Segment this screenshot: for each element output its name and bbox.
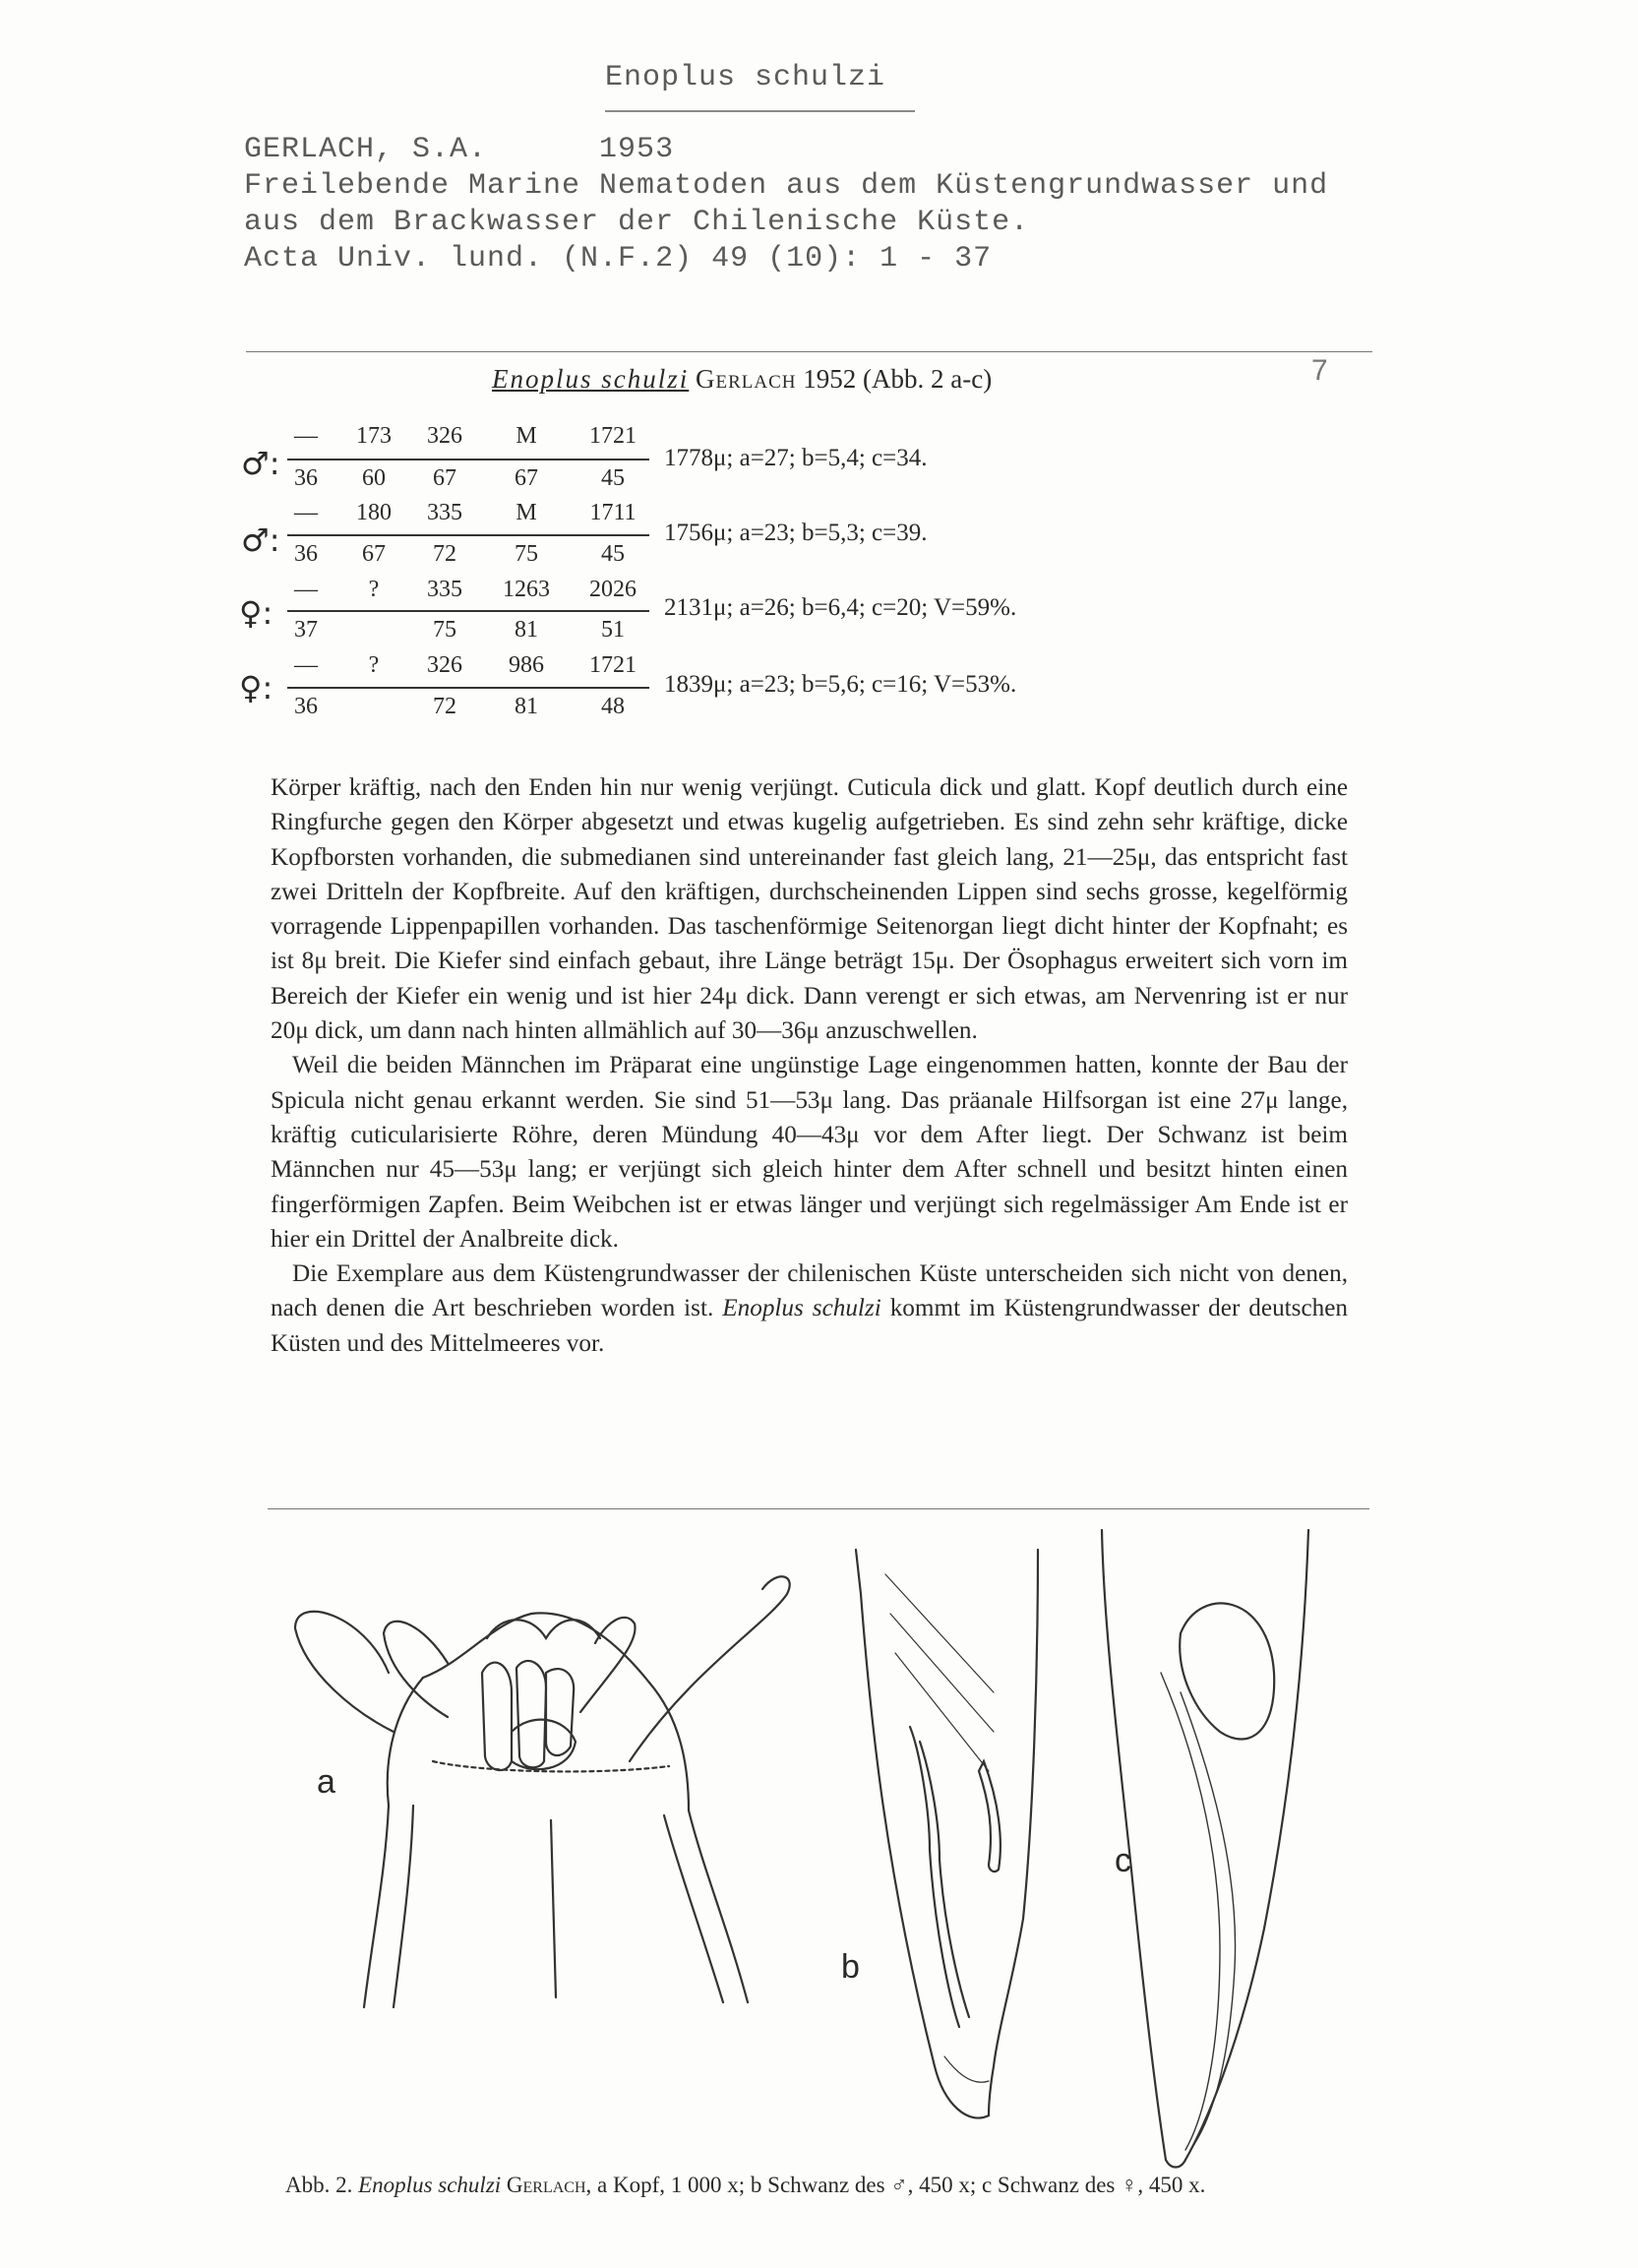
measure-value: 60 xyxy=(362,465,386,491)
sex-symbol: ♂: xyxy=(241,521,280,559)
figure-c-tail-drawing xyxy=(1102,1530,1308,2168)
heading-year: 1952 (Abb. 2 a-c) xyxy=(803,364,993,394)
measure-value: — xyxy=(294,577,318,602)
caption-species: Enoplus schulzi xyxy=(358,2173,502,2197)
measure-summary: 2131μ; a=26; b=6,4; c=20; V=59%. xyxy=(664,594,1017,621)
sex-symbol: ♂: xyxy=(241,445,280,482)
measure-value: 75 xyxy=(515,541,538,567)
caption-prefix: Abb. 2. xyxy=(285,2173,353,2197)
measure-summary: 1756μ; a=23; b=5,3; c=39. xyxy=(664,520,928,546)
caption-authority: Gerlach xyxy=(506,2173,586,2197)
sex-symbol: ♀: xyxy=(239,594,273,632)
paragraph-3-species: Enoplus schulzi xyxy=(722,1295,881,1322)
measure-value: — xyxy=(294,652,318,678)
measure-value: M xyxy=(516,500,537,525)
figure-caption xyxy=(285,2173,1205,2198)
reference-title-line-2: aus dem Brackwasser der Chilenische Küste. xyxy=(244,206,1030,239)
measure-value: 326 xyxy=(427,423,462,449)
reference-journal: Acta Univ. lund. (N.F.2) 49 (10): 1 - 37 xyxy=(244,242,993,276)
measure-value: 986 xyxy=(509,652,544,678)
measure-value: 335 xyxy=(427,577,462,602)
measure-value: — xyxy=(294,500,318,525)
measure-value: 2026 xyxy=(589,577,637,602)
reference-title-line-1: Freilebende Marine Nematoden aus dem Küstengrundwasser und xyxy=(244,169,1329,203)
heading-authority: Gerlach xyxy=(696,364,797,394)
page-number: 7 xyxy=(1311,354,1328,387)
measure-summary: 1778μ; a=27; b=5,4; c=34. xyxy=(664,445,928,471)
measure-value: 37 xyxy=(294,617,318,643)
measure-value: ? xyxy=(368,577,380,602)
heading-species: Enoplus schulzi xyxy=(492,364,690,394)
measure-value: 67 xyxy=(515,465,538,491)
measure-value: 1263 xyxy=(503,577,550,602)
measure-value: 67 xyxy=(433,465,456,491)
measure-value: 1711 xyxy=(589,500,637,525)
measure-value: 48 xyxy=(601,694,625,719)
measure-value: 45 xyxy=(601,541,625,567)
measure-value: 67 xyxy=(362,541,386,567)
figure-label-b: b xyxy=(841,1948,860,1986)
measure-value: 51 xyxy=(601,617,625,643)
figure-label-a: a xyxy=(317,1763,335,1801)
figure-b-tail-drawing xyxy=(856,1550,1038,2118)
measure-value: 173 xyxy=(356,423,392,449)
paragraph-1: Körper kräftig, nach den Enden hin nur wenig verjüngt. Cuticula dick und glatt. Kopf deutlich durch eine Ringfurche gegen den Körper abgesetzt und etwas kugelig aufgetrieben. Es sind zehn sehr kräftige, dicke Kopfborsten vorhanden, die submedianen sind untereinander fast gleich lang, 21—25μ, das entspricht fast zwei Dritteln der Kopfbreite. Auf den kräftigen, durchscheinenden Lippen sind sechs grosse, kegelförmig vorragende Lippenpapillen vorhanden. Das taschenförmige Seitenorgan liegt dicht hinter der Kopfnaht; es ist 8μ breit. Die Kiefer sind einfach gebaut, ihre Länge beträgt 15μ. Der Ösophagus erweitert sich vorn im Bereich der Kiefer ein wenig und ist hier 24μ dick. Dann verengt er sich etwas, am Nervenring ist er nur 20μ dick, um dann nach hinten allmählich auf 30—36μ anzuschwellen. xyxy=(271,774,1348,1045)
caption-rest: , a Kopf, 1 000 x; b Schwanz des ♂, 450 x; c Schwanz des ♀, 450 x. xyxy=(585,2173,1206,2197)
measure-value: 1721 xyxy=(589,652,637,678)
measure-value: 72 xyxy=(433,694,456,719)
measure-value: 72 xyxy=(433,541,456,567)
paragraph-3-end: kommt im Küstengrundwasser der deutschen Küsten und des Mittelmeeres vor. xyxy=(271,1295,1349,1357)
measure-value: 326 xyxy=(427,652,462,678)
sex-symbol: ♀: xyxy=(239,669,273,706)
measure-value: 45 xyxy=(601,465,625,491)
measure-value: 36 xyxy=(294,541,318,567)
card-title: Enoplus schulzi xyxy=(605,61,886,94)
measure-summary: 1839μ; a=23; b=5,6; c=16; V=53%. xyxy=(664,671,1017,698)
measure-value: 180 xyxy=(356,500,392,525)
measure-value: 81 xyxy=(515,694,538,719)
reference-author-year: GERLACH, S.A. 1953 xyxy=(244,133,675,166)
measure-value: 1721 xyxy=(589,423,637,449)
measure-value: 36 xyxy=(294,694,318,719)
figure-label-c: c xyxy=(1115,1842,1131,1879)
measure-value: 36 xyxy=(294,465,318,491)
paragraph-3-text: Die Exemplare aus dem Küstengrundwasser der chilenischen Küste unterscheiden sich nicht von denen, nach denen die Art beschrieben worden ist. xyxy=(271,1260,1348,1322)
figure-a-head-drawing xyxy=(295,1576,790,2007)
measure-value: 335 xyxy=(427,500,462,525)
measure-value: ? xyxy=(368,652,380,678)
measure-value: M xyxy=(516,423,537,449)
measure-value: 81 xyxy=(515,617,538,643)
paragraph-2: Weil die beiden Männchen im Präparat eine ungünstige Lage eingenommen hatten, konnte der Bau der Spicula nicht genau erkannt werden. Sie sind 51—53μ lang. Das präanale Hilfsorgan ist eine 27μ lange, kräftig cuticularisierte Röhre, deren Mündung 40—43μ vor dem After liegt. Der Schwanz ist beim Männchen nur 45—53μ lang; er verjüngt sich gleich hinter dem After schnell und besitzt hinten einen fingerförmigen Zapfen. Beim Weibchen ist er etwas länger und verjüngt sich regelmässiger Am Ende ist er hier ein Drittel der Analbreite dick. xyxy=(271,1052,1348,1253)
measure-value: 75 xyxy=(433,617,456,643)
measure-value: — xyxy=(294,423,318,449)
